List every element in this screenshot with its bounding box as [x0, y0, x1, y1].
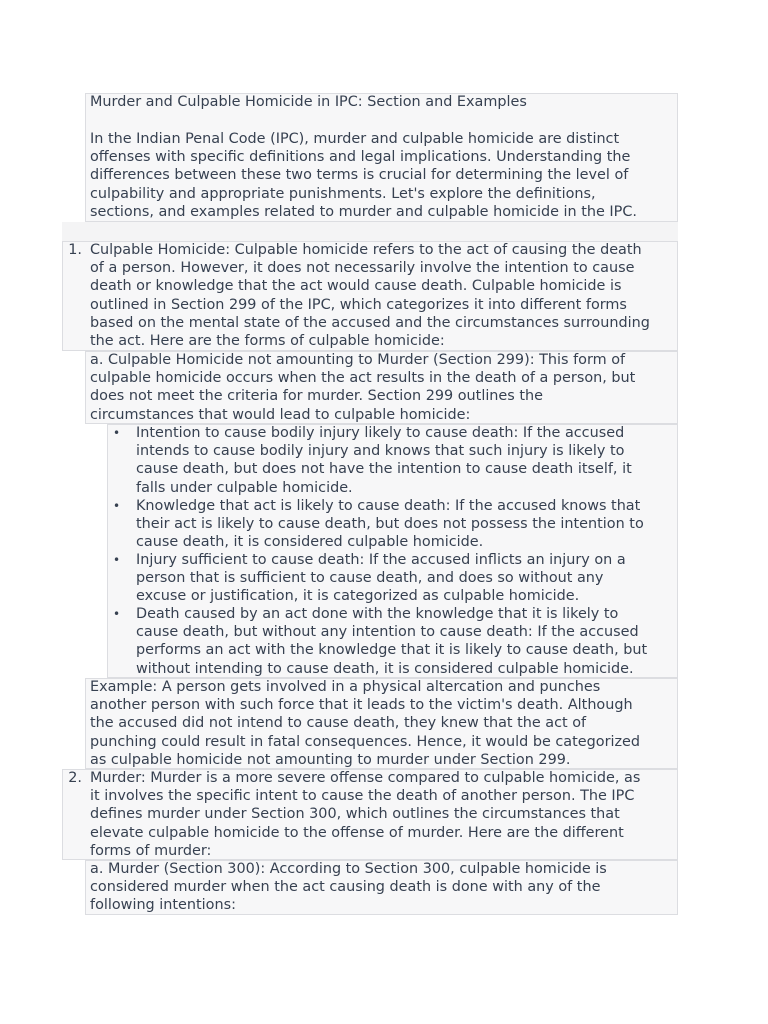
spacer-block [62, 222, 678, 241]
bullet-icon: • [113, 499, 121, 513]
bullet-item: Injury sufficient to cause death: If the accused inflicts an injury on a person that is sufficient to cause death, and does so without any excuse or justification, it is categorized as culpable homicide. [136, 552, 626, 605]
example-text: Example: A person gets involved in a physical altercation and punches another person with such force that it leads to the victim's death. Although the accused did not intend to cause death, they knew that the act of punching could result in fatal consequences. Hence, it would be categorized as culpable homicide not amounting to murder under Section 299. [90, 679, 641, 768]
intro-line: culpability and appropriate punishments. Let's explore the definitions, [90, 185, 596, 202]
bullet-item: Death caused by an act done with the knowledge that it is likely to cause death, but without any intention to cause death: If the accused performs an act with the knowledge that it is likely to cause death, but without intending to cause death, it is considered culpable homicide. [136, 606, 648, 677]
intro-line: offenses with specific definitions and legal implications. Understanding the [90, 149, 631, 166]
sub-item-a-text: a. Murder (Section 300): According to Section 300, culpable homicide is considered murder when the act causing death is done with any of the following intentions: [90, 861, 607, 914]
page-title: Murder and Culpable Homicide in IPC: Section and Examples [90, 94, 527, 110]
bullet-icon: • [113, 426, 121, 440]
intro-line: differences between these two terms is crucial for determining the level of [90, 167, 629, 184]
bullet-icon: • [113, 553, 121, 567]
intro-paragraph [90, 130, 637, 221]
bullet-icon: • [113, 607, 121, 621]
intro-line: In the Indian Penal Code (IPC), murder and culpable homicide are distinct [90, 131, 620, 147]
list-item-1-text: Culpable Homicide: Culpable homicide refers to the act of causing the death of a person. However, it does not necessarily involve the intention to cause death or knowledge that the act would cause death. Culpable homicide is outlined in Section 299 of the IPC, which categorizes it into different forms based on the mental state of the accused and the circumstances surrounding the act. Here are the forms of culpable homicide: [90, 242, 650, 350]
list-number: 1. [68, 242, 82, 258]
bullet-item: Intention to cause bodily injury likely to cause death: If the accused intends to cause bodily injury and knows that such injury is likely to cause death, but does not have the intention to cause death itself, it falls under culpable homicide. [136, 425, 632, 496]
list-item-2-text: Murder: Murder is a more severe offense compared to culpable homicide, as it involves the specific intent to cause the death of another person. The IPC defines murder under Section 300, which outlines the circumstances that elevate culpable homicide to the offense of murder. Here are the different forms of murder: [90, 770, 641, 859]
list-number: 2. [68, 770, 82, 786]
intro-line: sections, and examples related to murder and culpable homicide in the IPC. [90, 203, 637, 220]
sub-item-a-text: a. Culpable Homicide not amounting to Murder (Section 299): This form of culpable homicide occurs when the act results in the death of a person, but does not meet the criteria for murder. Section 299 outlines the circumstances that would lead to culpable homicide: [90, 352, 636, 423]
bullet-item: Knowledge that act is likely to cause death: If the accused knows that their act is likely to cause death, but does not possess the intention to cause death, it is considered culpable homicide. [136, 498, 644, 551]
